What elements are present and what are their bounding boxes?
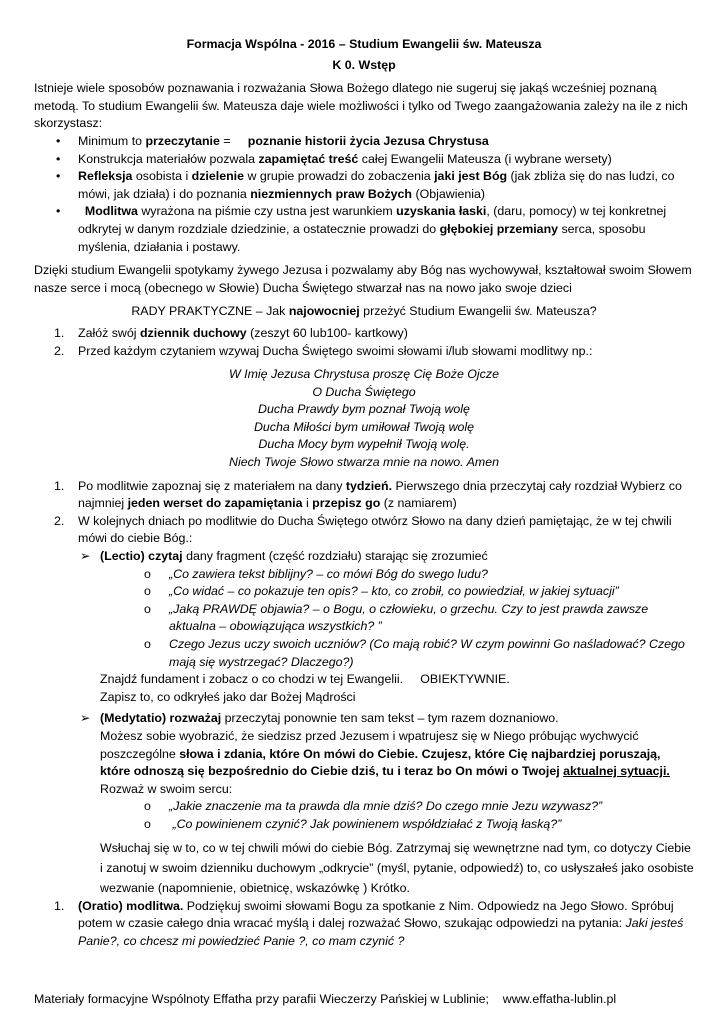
prayer-line: Ducha Mocy bym wypełnił Twoją wolę. <box>258 437 470 452</box>
list-item <box>34 203 694 256</box>
text: Możesz sobie wyobrazić, że siedzisz przed Jezusem i wpatrujesz się w Niego próbując wychwycić poszczególne <box>100 728 639 761</box>
text: Rozważ w swoim sercu: <box>100 781 233 796</box>
text: (jak zbliża się do nas ludzi, co mówi, jak działa) i do poznania <box>78 169 675 201</box>
text: W kolejnych dniach po modlitwie do Ducha Świętego otwórz Słowo na dany dzień pamiętając, że w tej chwili mówi do ciebie Bóg.: <box>78 513 672 546</box>
text: Pierwszego dnia przeczytaj cały rozdział Wybierz co najmniej <box>78 478 682 511</box>
text: = <box>219 133 248 148</box>
circle-bullet-icon: o <box>144 601 151 616</box>
intro-paragraph: Istnieje wiele sposobów poznawania i rozważania Słowa Bożego dlatego nie sugeruj się jakąś wcześniej poznaną metodą. To studium Ewangelii św. Mateusza daje wiele możliwości i tylko od Twego zaangażowania zależy na ile z nich skorzystasz: <box>34 81 688 131</box>
text-bold: poznanie historii życia Jezusa Chrystusa <box>247 133 489 148</box>
question-item <box>34 583 694 601</box>
text: serca, sposobu myślenia, działania i postawy. <box>78 221 646 254</box>
question-text: Czego Jezus uczy swoich uczniów? (Co mają robić? W czym powinni Go naśladować? Czego mają się wystrzegać? Dlaczego?) <box>169 637 685 669</box>
medytatio-item <box>34 710 694 728</box>
text-italic: Jaki jesteś Panie?, co chcesz mi powiedzieć Panie ?, co mam czynić ? <box>78 916 684 948</box>
circle-bullet-icon: o <box>144 799 151 814</box>
prayer-line: Niech Twoje Słowo stwarza mnie na nowo. Amen <box>229 455 499 470</box>
text-bold: uzyskania łaski <box>396 204 487 219</box>
text: (z namiarem) <box>380 496 457 511</box>
text: przeżyć Studium Ewangelii św. Mateusza? <box>359 304 597 319</box>
text: , (daru, pomocy) w tej konkretnej odkrytej w danym rozdziale dziedzinie, a ostatecznie prowadzi do <box>78 204 667 236</box>
section-heading <box>34 303 694 321</box>
lectio-item <box>34 548 694 566</box>
list-item <box>34 513 694 548</box>
text-bold: (Lectio) czytaj <box>100 549 183 564</box>
bullet-icon: • <box>56 204 61 219</box>
text-bold: Modlitwa <box>84 204 138 219</box>
paragraph: Wsłuchaj się w to, co w tej chwili mówi do ciebie Bóg. Zatrzymaj się wewnętrzne nad tym, co dotyczy Ciebie i zanotuj w swoim dzienniku duchowym „odkrycie” (myśl, pytanie, odpowiedź) to, co usłyszałeś jako osobiste wezwanie (napomnienie, obietnicę, wskazówkę ) Krótko. <box>100 840 694 895</box>
prayer-line: Ducha Prawdy bym poznał Twoją wolę <box>258 402 470 417</box>
text: i <box>302 496 313 511</box>
prayer-line: W Imię Jezusa Chrystusa proszę Cię Boże Ojcze <box>229 367 499 382</box>
circle-bullet-icon: o <box>144 816 151 831</box>
text-bold: jeden werset do zapamiętania <box>127 496 303 511</box>
text-bold: (Oratio) modlitwa. <box>78 898 184 913</box>
list-item <box>34 168 694 203</box>
text: osobista i <box>132 169 192 184</box>
circle-bullet-icon: o <box>144 637 151 651</box>
text: wyrażona na piśmie czy ustna jest warunkiem <box>137 204 397 219</box>
question-text: „Co zawiera tekst biblijny? – co mówi Bóg do swego ludu? <box>169 566 488 581</box>
text-bold: najowocniej <box>288 304 360 319</box>
list-item <box>34 151 694 169</box>
footer-url: www.effatha-lublin.pl <box>502 992 617 1006</box>
list-item <box>34 133 694 151</box>
circle-bullet-icon: o <box>144 584 151 599</box>
text-bold: Refleksja <box>78 169 133 184</box>
question-text: „Co powinienem czynić? Jak powinienem współdziałać z Twoją łaską?” <box>169 816 562 831</box>
paragraph <box>34 728 694 798</box>
list-number: 1. <box>54 478 65 493</box>
bullet-icon: • <box>56 151 61 166</box>
list-number: 1. <box>54 898 65 913</box>
question-text: „Jakie znaczenie ma ta prawda dla mnie dziś? Do czego mnie Jezu wzywasz?” <box>169 799 603 814</box>
text: Konstrukcja materiałów pozwala <box>78 151 259 166</box>
text-bold: dziennik duchowy <box>139 325 247 340</box>
prayer-line: Ducha Miłości bym umiłował Twoją wolę <box>253 419 475 434</box>
text: Po modlitwie zapoznaj się z materiałem na dany <box>78 478 346 493</box>
list-number: 2. <box>54 343 65 358</box>
arrow-bullet-icon: ➢ <box>80 711 91 726</box>
text-bold: słowa i zdania, które On mówi do Ciebie. Czujesz, które Cię najbardziej poruszają, które odnoszą się bezpośrednio do Ciebie dziś, tu i teraz bo On mówi o Twojej <box>100 746 661 779</box>
question-item <box>34 798 694 816</box>
text-bold: (Medytatio) rozważaj <box>100 711 222 726</box>
text: Znajdź fundament i zobacz o co chodzi w tej Ewangelii. OBIEKTYWNIE. <box>100 672 510 687</box>
text: (zeszyt 60 lub100- kartkowy) <box>246 325 408 340</box>
text-bold: jaki jest Bóg <box>434 169 508 184</box>
text: Załóż swój <box>78 325 140 340</box>
arrow-bullet-icon: ➢ <box>80 549 91 564</box>
list-number: 2. <box>54 513 65 528</box>
list-item <box>34 343 694 361</box>
text: RADY PRAKTYCZNE – Jak <box>131 304 289 319</box>
text: Przed każdym czytaniem wzywaj Ducha Świętego swoimi słowami i/lub słowami modlitwy np.: <box>78 343 593 358</box>
text-bold: dzielenie <box>191 169 244 184</box>
list-number: 1. <box>54 325 65 340</box>
question-text: „Jaką PRAWDĘ objawia? – o Bogu, o człowieku, o grzechu. Czy to jest prawda zawsze aktualna – obowiązująca wszystkich? ” <box>169 601 649 634</box>
prayer-block <box>34 366 694 472</box>
text: (Objawienia) <box>412 186 485 201</box>
text-bold: zapamiętać treść <box>258 151 359 166</box>
question-text: „Co widać – co pokazuje ten opis? – kto, co zrobił, co powiedział, w jakiej sytuacji” <box>169 584 619 599</box>
text: przeczytaj ponownie ten sam tekst – tym razem doznaniowo. <box>221 711 559 726</box>
prayer-line: O Ducha Świętego <box>312 384 416 399</box>
question-item <box>34 601 694 636</box>
bullet-icon: • <box>56 169 61 184</box>
list-item <box>34 478 694 513</box>
paragraph: Dzięki studium Ewangelii spotykamy żywego Jezusa i pozwalamy aby Bóg nas wychowywał, kształtował swoim Słowem nasze serce i mocą (obecnego w Słowie) Ducha Świętego stwarzał nas na nowo jako swoje dzieci <box>34 263 692 295</box>
text: w grupie prowadzi do zobaczenia <box>244 169 435 184</box>
text-bold: głębokiej przemiany <box>439 221 559 236</box>
text: całej Ewangelii Mateusza (i wybrane wersety) <box>358 151 612 166</box>
text: Podziękuj swoimi słowami Bogu za spotkanie z Nim. Odpowiedz na Jego Słowo. Spróbuj potem w czasie całego dnia wracać myślą i dalej rozważać Słowo, szukając odpowiedzi na pytania: <box>78 898 674 931</box>
question-item <box>34 636 694 671</box>
text-bold: przeczytanie <box>145 133 220 148</box>
document-page <box>34 36 694 950</box>
text: Zapisz to, co odkryłeś jako dar Bożej Mądrości <box>100 689 356 704</box>
document-subtitle: K 0. Wstęp <box>332 57 396 72</box>
bullet-icon: • <box>56 133 61 148</box>
text-bold-underline: aktualnej sytuacji. <box>563 764 670 779</box>
footer-text: Materiały formacyjne Wspólnoty Effatha przy parafii Wieczerzy Pańskiej w Lublinie; <box>34 992 489 1006</box>
page-footer <box>34 992 694 1006</box>
text: dany fragment (część rozdziału) starając się zrozumieć <box>182 549 488 564</box>
list-item <box>34 325 694 343</box>
question-item <box>34 816 694 834</box>
oratio-item <box>34 898 694 951</box>
circle-bullet-icon: o <box>144 566 151 581</box>
text-bold: tydzień. <box>345 478 393 493</box>
document-title: Formacja Wspólna - 2016 – Studium Ewangelii św. Mateusza <box>186 37 542 51</box>
text-bold: niezmiennych praw Bożych <box>250 186 412 201</box>
text: Minimum to <box>78 133 146 148</box>
text-bold: przepisz go <box>312 496 381 511</box>
question-item <box>34 566 694 584</box>
